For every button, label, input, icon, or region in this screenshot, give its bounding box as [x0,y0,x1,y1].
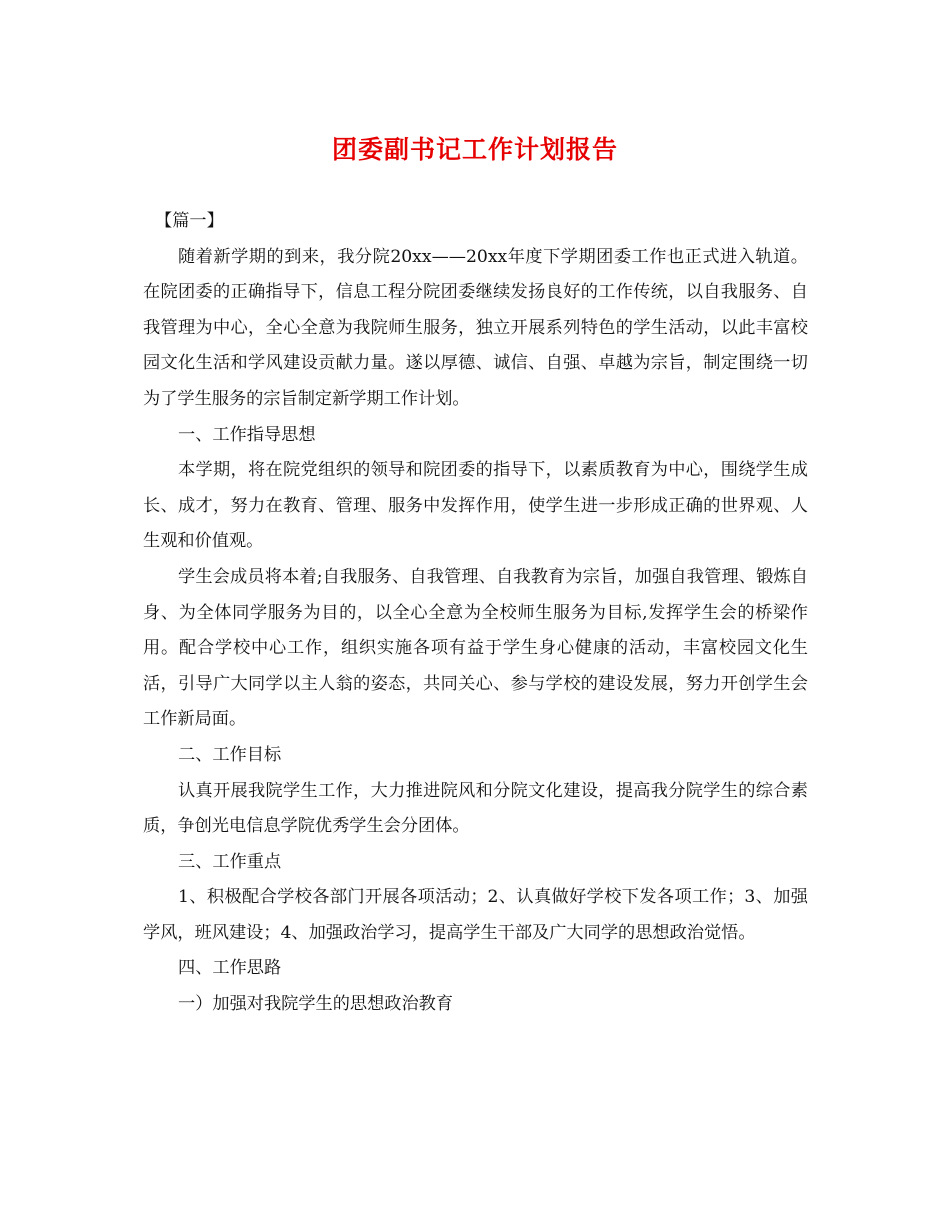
paragraph-work-goals: 认真开展我院学生工作，大力推进院风和分院文化建设，提高我分院学生的综合素质，争创光电信息学院优秀学生会分团体。 [143,780,808,837]
paragraph-guiding-ideology: 本学期，将在院党组织的领导和院团委的指导下，以素质教育为中心，围绕学生成长、成才，努力在教育、管理、服务中发挥作用，使学生进一步形成正确的世界观、人生观和价值观。 [143,460,808,552]
subheading-political-education: 一）加强对我院学生的思想政治教育 [178,994,454,1015]
heading-guiding-ideology: 一、工作指导思想 [178,424,316,445]
paragraph-student-union: 学生会成员将本着;自我服务、自我管理、自我教育为宗旨，加强自我管理、锻炼自身、为全体同学服务为目的，以全心全意为全校师生服务为目标,发挥学生会的桥梁作用。配合学校中心工作，组织实施各项有益于学生身心健康的活动，丰富校园文化生活，引导广大同学以主人翁的姿态，共同关心、参与学校的建设发展，努力开创学生会工作新局面。 [143,566,808,730]
heading-work-focus: 三、工作重点 [178,851,282,872]
document-title: 团委副书记工作计划报告 [331,135,618,164]
paragraph-work-focus: 1、积极配合学校各部门开展各项活动；2、认真做好学校下发各项工作；3、加强学风，班风建设；4、加强政治学习，提高学生干部及广大同学的思想政治觉悟。 [143,887,808,943]
paragraph-intro: 随着新学期的到来，我分院20xx——20xx年度下学期团委工作也正式进入轨道。在院团委的正确指导下，信息工程分院团委继续发扬良好的工作传统，以自我服务、自我管理为中心，全心全意为我院师生服务，独立开展系列特色的学生活动，以此丰富校园文化生活和学风建设贡献力量。遂以厚德、诚信、自强、卓越为宗旨，制定围绕一切为了学生服务的宗旨制定新学期工作计划。 [143,246,808,409]
section-label: 【篇一】 [155,211,224,231]
heading-work-goals: 二、工作目标 [178,744,282,765]
document-body [143,204,808,1023]
heading-work-approach: 四、工作思路 [178,958,282,979]
